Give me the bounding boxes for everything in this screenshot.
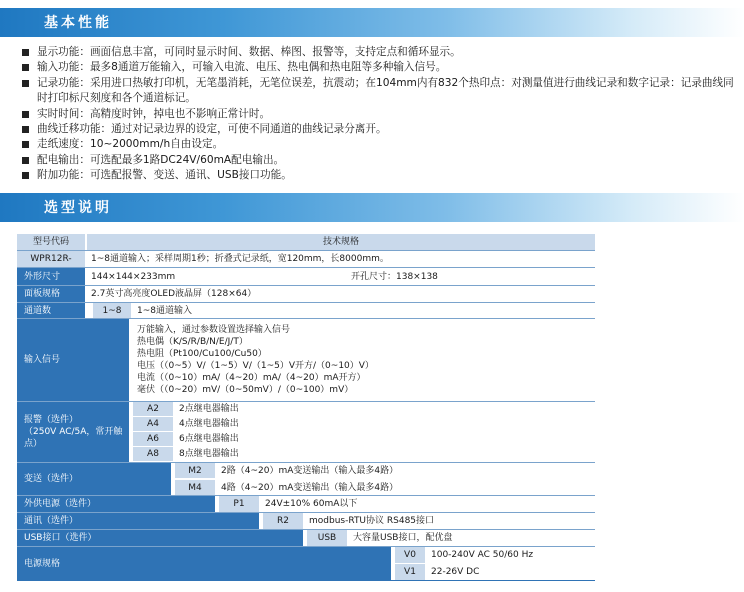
power-out-code: P1 [219, 496, 259, 512]
alarm-code: A6 [133, 432, 173, 446]
usb-code: USB [307, 530, 347, 546]
input-label: 输入信号 [17, 319, 129, 401]
section-banner-basic [0, 8, 744, 37]
features-list [22, 45, 737, 184]
input-line: 万能输入，通过参数设置选择输入信号 [137, 325, 291, 335]
power-value: 22-26V DC [427, 564, 595, 580]
power-out-label: 外供电源（选件） [17, 496, 215, 512]
input-values [133, 319, 595, 401]
alarm-value: 8点继电器输出 [175, 447, 595, 461]
selection-table [17, 234, 595, 580]
alarm-label-sub: （250V AC/5A，常开触点） [24, 427, 123, 449]
feature-item: 记录功能：采用进口热敏打印机，无笔墨消耗，无笔位误差，抗震动；在104mm内有832个热印点：对测量值进行曲线记录和数字记录：记录曲线同时打印标尺刻度和各个通道标记。 [22, 76, 737, 107]
power-value: 100-240V AC 50/60 Hz [427, 547, 595, 563]
transmit-label: 变送（选件） [17, 463, 171, 495]
transmit-value: 2路（4~20）mA变送输出（输入最多4路） [217, 463, 595, 478]
input-line: 毫伏（（0~20）mV/（0~50mV）/（0~100）mV） [137, 385, 354, 395]
alarm-code: A4 [133, 417, 173, 431]
square-bullet-icon [22, 141, 29, 148]
size-value: 144×144×233mm [87, 268, 307, 285]
power-out-value: 24V±10% 60mA以下 [261, 496, 595, 512]
alarm-label-main: 报警（选件） [24, 415, 79, 425]
feature-item: 输入功能：最多8通道万能输入，可输入电流、电压、热电偶和热电阻等多种输入信号。 [22, 60, 737, 75]
input-line: 热电阻（Pt100/Cu100/Cu50） [137, 349, 267, 359]
input-line: 热电偶（K/S/R/B/N/E/J/T） [137, 337, 248, 347]
feature-item: 显示功能：画面信息丰富，可同时显示时间、数据、棒图、报警等，支持定点和循环显示。 [22, 45, 737, 60]
size-label: 外形尺寸 [17, 268, 85, 285]
transmit-code: M2 [175, 463, 215, 478]
header-code: 型号代码 [17, 234, 85, 250]
square-bullet-icon [22, 64, 29, 71]
feature-item: 实时时间：高精度时钟，掉电也不影响正常计时。 [22, 107, 737, 122]
square-bullet-icon [22, 157, 29, 164]
alarm-value: 6点继电器输出 [175, 432, 595, 446]
table-bottom-border [17, 580, 595, 581]
alarm-code: A8 [133, 447, 173, 461]
alarm-label [17, 402, 129, 462]
comm-value: modbus-RTU协议 RS485接口 [305, 513, 595, 529]
alarm-code: A2 [133, 402, 173, 416]
usb-value: 大容量USB接口，配优盘 [349, 530, 595, 546]
section-title-basic: 基本性能 [44, 15, 112, 31]
transmit-code: M4 [175, 480, 215, 495]
panel-value: 2.7英寸高亮度OLED液晶屏（128×64） [87, 286, 595, 302]
power-label: 电源规格 [17, 547, 391, 580]
channels-code: 1~8 [93, 303, 131, 318]
square-bullet-icon [22, 111, 29, 118]
transmit-value: 4路（4~20）mA变送输出（输入最多4路） [217, 480, 595, 495]
model-code: WPR12R- [17, 251, 85, 267]
feature-item: 附加功能：可选配报警、变送、通讯、USB接口功能。 [22, 168, 737, 183]
square-bullet-icon [22, 49, 29, 56]
header-spec: 技术规格 [87, 234, 595, 250]
square-bullet-icon [22, 126, 29, 133]
alarm-value: 2点继电器输出 [175, 402, 595, 416]
cutout-value: 开孔尺寸：138×138 [347, 268, 547, 285]
panel-label: 面板规格 [17, 286, 85, 302]
feature-item: 配电输出：可选配最多1路DC24V/60mA配电输出。 [22, 153, 737, 168]
section-banner-selection [0, 193, 744, 222]
power-code: V1 [395, 564, 425, 580]
section-title-selection: 选型说明 [44, 200, 112, 216]
feature-item: 走纸速度：10~2000mm/h自由设定。 [22, 137, 737, 152]
comm-label: 通讯（选件） [17, 513, 259, 529]
square-bullet-icon [22, 172, 29, 179]
alarm-value: 4点继电器输出 [175, 417, 595, 431]
comm-code: R2 [263, 513, 303, 529]
square-bullet-icon [22, 80, 29, 87]
channels-value: 1~8通道输入 [133, 303, 595, 318]
feature-item: 曲线迁移功能：通过对记录边界的设定，可使不同通道的曲线记录分离开。 [22, 122, 737, 137]
usb-label: USB接口（选件） [17, 530, 303, 546]
input-line: 电流（（0~10）mA/（4~20）mA/（4~20）mA开方） [137, 373, 366, 383]
model-desc: 1~8通道输入；采样周期1秒；折叠式记录纸，宽120mm，长8000mm。 [87, 251, 595, 267]
power-code: V0 [395, 547, 425, 563]
channels-label: 通道数 [17, 303, 85, 318]
input-line: 电压（（0~5）V/（1~5）V/（1~5）V开方/（0~10）V） [137, 361, 374, 371]
